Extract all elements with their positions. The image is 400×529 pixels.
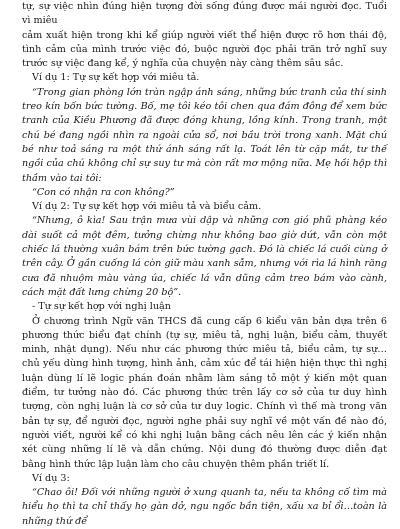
body-paragraph: Ở chương trình Ngữ văn THCS đã cung cấp 6 kiểu văn bản dựa trên 6 phương thức biểu đạt chính (tự sự, miêu tả, nghị luận, biểu cảm, thuyết minh, nhật dụng). Nếu như các phương thức miêu tả, biểu cảm, tự sự… chủ yếu dùng hình tượng, hình ảnh, cảm xúc để tái hiện hiện thực thì nghị luận dùng lí lẽ logic phán đoán nhằm làm sáng tỏ một ý kiến một quan điểm, tư tưởng nào đó. Các phương thức trên lấy cơ sở của tư duy hình tượng, còn nghị luận là cơ sở của tư duy logic. Chính vì thế mà trong văn bản tự sự, để người đọc, người nghe phải suy nghĩ về một vấn đề nào đó, người viết, người kể có khi nghị luận bằng cách nêu lên các ý kiến nhận xét cùng những lí lẽ và dẫn chứng. Nội dung đó thường được diễn đạt bằng hình thức lập luận làm cho câu chuyện thêm phần triết lí. (22, 315, 387, 470)
intro-paragraph: cảm xuất hiện trong khi kể giúp người viết thể hiện được rõ hơn thái độ, tình cảm của mình trước việc đó, buộc người đọc phải trăn trở nghĩ suy trước sự việc đang kể, ý nghĩa của chuyện này càng thêm sâu sắc. (22, 29, 387, 70)
example-1-label: Ví dụ 1: Tự sự kết hợp với miêu tả. (32, 72, 200, 84)
example-3-quote: “Chao ôi! Đối với những người ở xung quanh ta, nếu ta không cố tìm mà hiểu họ thì ta chỉ thấy họ gàn dở, ngu ngốc bần tiện, xấu xa bỉ ổi…toàn là những thứ để (22, 487, 387, 527)
section-heading-narrative-argument: - Tự sự kết hợp với nghị luận (32, 301, 171, 313)
example-2-label: Ví dụ 2: Tự sự kết hợp với miêu tả và biểu cảm. (32, 201, 262, 213)
example-2-quote: “Nhưng, ô kìa! Sau trận mưa vùi dập và những cơn gió phũ phàng kéo dài suốt cả một đêm, tưởng chừng như không bao giờ dứt, vẫn còn một chiếc lá thường xuân bám trên bức tường gạch. Đó là chiếc lá cuối cùng ở trên cây. Ở gần cuống lá còn giữ màu xanh sẫm, nhưng với rìa lá hình răng cưa đã nhuộm màu vàng úa, chiếc lá vẫn dũng cảm treo bám vào cành, cách mặt đất lưng chừng 20 bộ”. (22, 215, 387, 298)
example-1-dialogue: “Con có nhận ra con không?” (32, 186, 175, 198)
example-3-label: Ví dụ 3: (32, 472, 70, 484)
top-partial-line: tự, sự việc nhìn đúng hiện tượng đời sống đúng được mái người đọc. Tuổi vì miêu (22, 1, 387, 27)
example-1-quote: “Trong gian phòng lớn tràn ngập ánh sáng, những bức tranh của thí sinh treo kín bốn bức tường. Bố, mẹ tôi kéo tôi chen qua đám đông để xem bức tranh của Kiều Phương đã được đóng khung, lồng kính. Trong tranh, một chú bé đang ngồi nhìn ra ngoài cửa sổ, nơi bầu trời trong xanh. Mặt chú bé như toả sáng ra một thứ ánh sáng rất lạ. Toát lên từ cặp mắt, tư thế ngồi của chú không chỉ sự suy tư mà còn rất mơ mộng nữa. Mẹ hồi hộp thì thầm vào tai tôi: (22, 86, 387, 184)
